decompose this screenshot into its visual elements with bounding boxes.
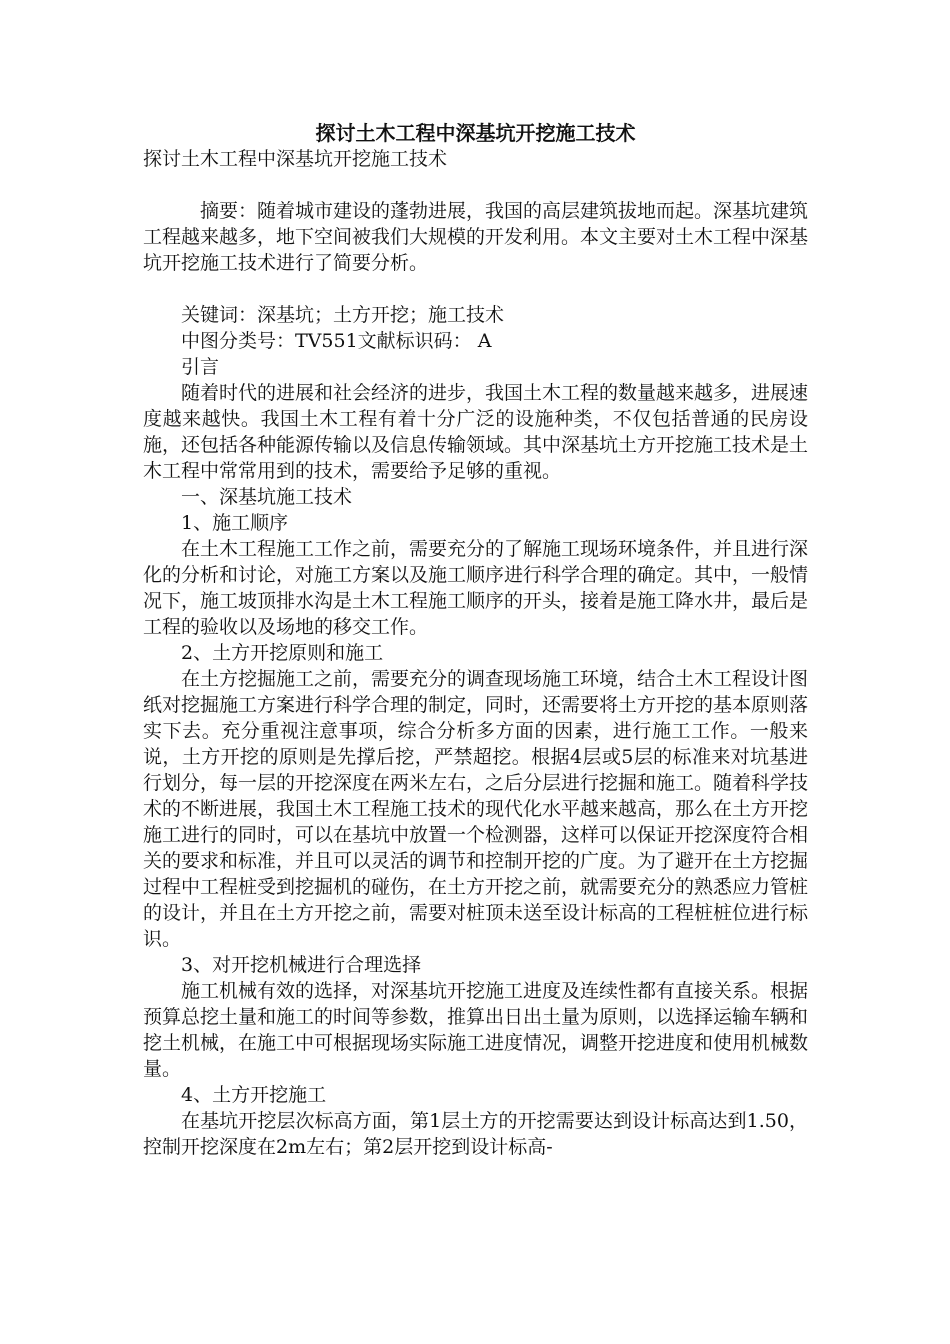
keywords-line: 关键词：深基坑；土方开挖；施工技术	[181, 304, 505, 326]
subsection-heading-4: 4、土方开挖施工	[181, 1084, 327, 1106]
subsection-heading-3: 3、对开挖机械进行合理选择	[181, 954, 422, 976]
intro-heading: 引言	[181, 356, 220, 378]
blank-line	[143, 172, 808, 198]
blank-line	[143, 276, 808, 302]
document-page	[143, 120, 808, 1160]
intro-paragraph: 随着时代的进展和社会经济的进步，我国土木工程的数量越来越多，进展速度越来越快。我国土木工程有着十分广泛的设施种类，不仅包括普通的民房设施，还包括各种能源传输以及信息传输领域。其中深基坑土方开挖施工技术是土木工程中常常用到的技术，需要给予足够的重视。	[143, 382, 809, 482]
subsection-heading-1: 1、施工顺序	[181, 512, 289, 534]
subsection-paragraph-4: 在基坑开挖层次标高方面，第1层土方的开挖需要达到设计标高达到1.50，控制开挖深度在2m左右；第2层开挖到设计标高-	[143, 1110, 808, 1158]
subsection-paragraph-2: 在土方挖掘施工之前，需要充分的调查现场施工环境，结合土木工程设计图纸对挖掘施工方案进行科学合理的制定，同时，还需要将土方开挖的基本原则落实下去。充分重视注意事项，综合分析多方面的因素，进行施工工作。一般来说，土方开挖的原则是先撑后挖，严禁超挖。根据4层或5层的标准来对坑基进行划分，每一层的开挖深度在两米左右，之后分层进行挖掘和施工。随着科学技术的不断进展，我国土木工程施工技术的现代化水平越来越高，那么在土方开挖施工进行的同时，可以在基坑中放置一个检测器，这样可以保证开挖深度符合相关的要求和标准，并且可以灵活的调节和控制开挖的广度。为了避开在土方挖掘过程中工程桩受到挖掘机的碰伤，在土方开挖之前，就需要充分的熟悉应力管桩的设计，并且在土方开挖之前，需要对桩顶未送至设计标高的工程桩桩位进行标识。	[143, 668, 809, 950]
section-heading-1: 一、深基坑施工技术	[181, 486, 353, 508]
subsection-heading-2: 2、土方开挖原则和施工	[181, 642, 384, 664]
abstract-paragraph: 摘要：随着城市建设的蓬勃进展，我国的高层建筑拔地而起。深基坑建筑工程越来越多，地下空间被我们大规模的开发利用。本文主要对土木工程中深基坑开挖施工技术进行了简要分析。	[143, 200, 809, 274]
document-subtitle: 探讨土木工程中深基坑开挖施工技术	[143, 148, 448, 170]
classification-line: 中图分类号：TV551文献标识码： A	[181, 330, 492, 352]
document-title: 探讨土木工程中深基坑开挖施工技术	[315, 121, 636, 145]
subsection-paragraph-1: 在土木工程施工工作之前，需要充分的了解施工现场环境条件，并且进行深化的分析和讨论，对施工方案以及施工顺序进行科学合理的确定。其中，一般情况下，施工坡顶排水沟是土木工程施工顺序的开头，接着是施工降水井，最后是工程的验收以及场地的移交工作。	[143, 538, 809, 638]
subsection-paragraph-3: 施工机械有效的选择，对深基坑开挖施工进度及连续性都有直接关系。根据预算总挖土量和施工的时间等参数，推算出日出土量为原则，以选择运输车辆和挖土机械，在施工中可根据现场实际施工进度情况，调整开挖进度和使用机械数量。	[143, 980, 809, 1080]
